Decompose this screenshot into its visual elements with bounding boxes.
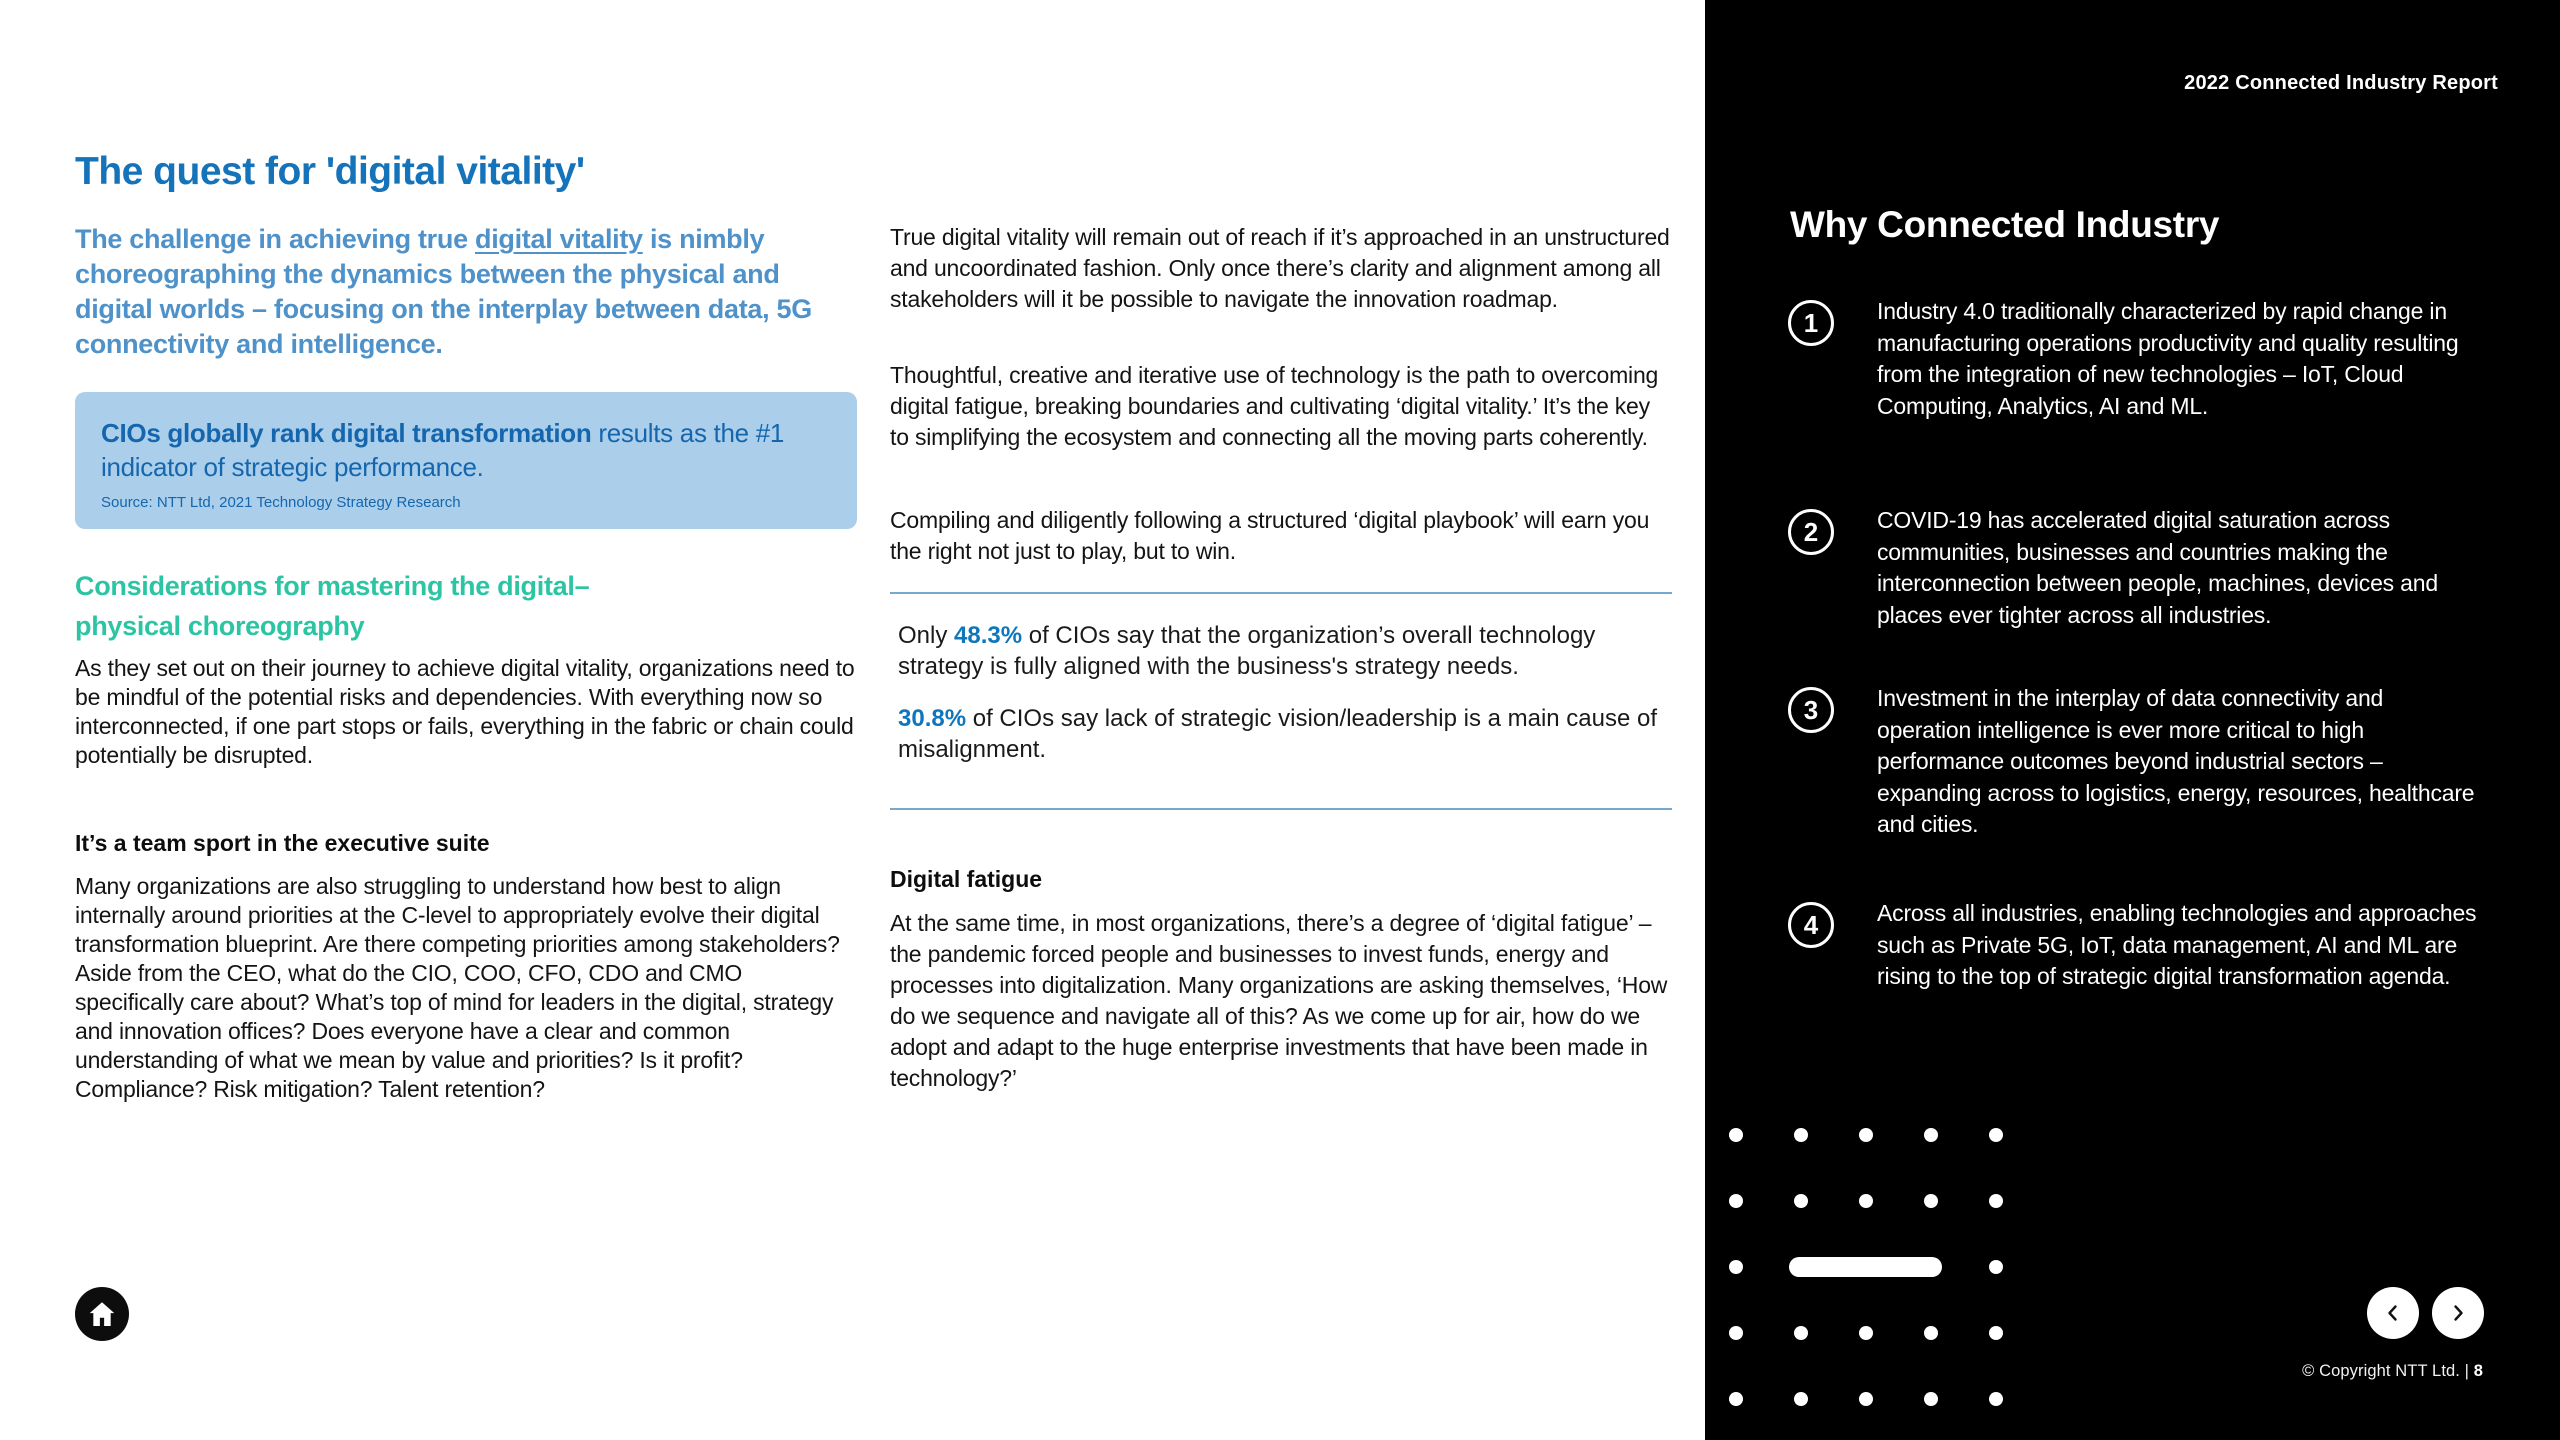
dot (1768, 1366, 1833, 1432)
dot (1768, 1102, 1833, 1168)
vitality-paragraph-1: True digital vitality will remain out of reach if it’s approached in an unstructured and uncoordinated fashion. Only once there’s clarity and alignment among all stakeholders will it be possible to navigate the innovation roadmap. (890, 224, 1670, 312)
digital-fatigue-heading: Digital fatigue (890, 866, 1043, 892)
callout-text (101, 416, 831, 484)
vitality-paragraph-2: Thoughtful, creative and iterative use of technology is the path to overcoming digital fatigue, breaking boundaries and cultivating ‘digital vitality.’ It’s the key to simplifying the ecosystem and connecting all the moving parts coherently. (890, 362, 1659, 450)
middle-column (890, 0, 1672, 1440)
home-button[interactable] (75, 1287, 129, 1341)
left-column (75, 0, 857, 1440)
next-page-button[interactable] (2432, 1287, 2484, 1339)
section-heading-line1: Considerations for mastering the digital– (75, 571, 590, 601)
home-icon (86, 1298, 118, 1330)
stat-alignment (898, 620, 1658, 682)
section-heading-line2: physical choreography (75, 611, 365, 641)
panel-heading: Why Connected Industry (1790, 204, 2220, 245)
item-4-number-badge: 4 (1788, 902, 1834, 948)
why-item-2 (1788, 505, 2477, 631)
callout-source: Source: NTT Ltd, 2021 Technology Strategy Research (101, 494, 461, 511)
stats-divider-top (890, 592, 1672, 594)
dot (1703, 1102, 1768, 1168)
dot (1703, 1366, 1768, 1432)
why-item-1 (1788, 296, 2477, 422)
chevron-right-icon (2446, 1301, 2470, 1325)
cio-stats (898, 620, 1658, 765)
item-3-text: Investment in the interplay of data connectivity and operation intelligence is ever more critical to high performance outcomes beyond industrial sectors – expanding across to logistics, energy, resources, healthcare and cities. (1877, 685, 2475, 837)
digital-vitality-link[interactable]: digital vitality (475, 224, 643, 254)
callout-rest: results as the #1 indicator of strategic performance. (101, 418, 785, 482)
risks-paragraph: As they set out on their journey to achieve digital vitality, organizations need to be mindful of the potential risks and dependencies. With everything now so interconnected, if one part stops or fails, everything in the fabric or chain could potentially be disrupted. (75, 655, 855, 768)
digital-fatigue-paragraph: At the same time, in most organizations, there’s a degree of ‘digital fatigue’ – the pandemic forced people and businesses to invest funds, energy and processes into digitalization. Many organizations are asking themselves, ‘How do we sequence and navigate all of this? As we come up for air, how do we adopt and adapt to the huge enterprise investments that have been made in technology?’ (890, 910, 1668, 1091)
dot (1768, 1300, 1833, 1366)
copyright-line (2302, 1362, 2483, 1381)
dot (1963, 1234, 2028, 1300)
decorative-dot-grid (1703, 1102, 2028, 1432)
section-heading (75, 566, 857, 646)
item-2-number-badge: 2 (1788, 509, 1834, 555)
dot (1703, 1168, 1768, 1234)
chevron-left-icon (2381, 1301, 2405, 1325)
item-4-text: Across all industries, enabling technologies and approaches such as Private 5G, IoT, data management, AI and ML are rising to the top of strategic digital transformation agenda. (1877, 900, 2477, 989)
dot (1898, 1168, 1963, 1234)
intro-paragraph (75, 222, 857, 362)
dot (1963, 1102, 2028, 1168)
dot (1963, 1300, 2028, 1366)
why-item-4 (1788, 898, 2477, 993)
item-1-number-badge: 1 (1788, 300, 1834, 346)
previous-page-button[interactable] (2367, 1287, 2419, 1339)
stat1-pre: Only (898, 622, 955, 649)
item-1-text: Industry 4.0 traditionally characterized by rapid change in manufacturing operations productivity and quality resulting from the integration of new technologies – IoT, Cloud Computing, Analytics, AI and ML. (1877, 298, 2459, 419)
vitality-paragraph-3: Compiling and diligently following a structured ‘digital playbook’ will earn you the right not just to play, but to win. (890, 507, 1650, 564)
page-number: 8 (2473, 1362, 2483, 1380)
stat1-value: 48.3% (954, 622, 1023, 649)
item-3-number-badge: 3 (1788, 687, 1834, 733)
callout-box (75, 392, 857, 529)
dot (1768, 1168, 1833, 1234)
dot (1833, 1102, 1898, 1168)
stat2-rest: of CIOs say lack of strategic vision/leadership is a main cause of misalignment. (898, 705, 1658, 763)
callout-bold: CIOs globally rank digital transformation (101, 418, 592, 448)
report-title: 2022 Connected Industry Report (2184, 72, 2498, 94)
stats-divider-bottom (890, 808, 1672, 810)
dash-bar (1768, 1234, 1963, 1300)
copyright-text: © Copyright NTT Ltd. | (2302, 1362, 2474, 1380)
dot (1703, 1234, 1768, 1300)
page-title: The quest for 'digital vitality' (75, 150, 585, 193)
stat1-rest: of CIOs say that the organization’s overall technology strategy is fully aligned with the business's strategy needs. (898, 622, 1596, 680)
intro-text-pre: The challenge in achieving true (75, 224, 476, 254)
team-sport-heading: It’s a team sport in the executive suite (75, 830, 490, 856)
stat-vision (898, 703, 1658, 765)
dot (1898, 1366, 1963, 1432)
dot (1833, 1366, 1898, 1432)
dot (1898, 1102, 1963, 1168)
dot (1963, 1366, 2028, 1432)
why-item-3 (1788, 683, 2477, 841)
stat2-value: 30.8% (898, 705, 967, 732)
dot (1703, 1300, 1768, 1366)
dot (1963, 1168, 2028, 1234)
intro-text-post: is nimbly choreographing the dynamics between the physical and digital worlds – focusing on the interplay between data, 5G connectivity and intelligence. (75, 224, 812, 359)
dot (1833, 1168, 1898, 1234)
dot (1833, 1300, 1898, 1366)
why-connected-panel (1705, 0, 2560, 1440)
team-sport-paragraph: Many organizations are also struggling to understand how best to align internally around priorities at the C-level to appropriately evolve their digital transformation blueprint. Are there competing priorities among stakeholders? Aside from the CEO, what do the CIO, COO, CFO, CDO and CMO specifically care about? What’s top of mind for leaders in the digital, strategy and innovation offices? Does everyone have a clear and common understanding of what we mean by value and priorities? Is it profit? Compliance? Risk mitigation? Talent retention? (75, 873, 840, 1102)
item-2-text: COVID-19 has accelerated digital saturation across communities, businesses and countries making the interconnection between people, machines, devices and places ever tighter across all industries. (1877, 507, 2438, 628)
dot (1898, 1300, 1963, 1366)
